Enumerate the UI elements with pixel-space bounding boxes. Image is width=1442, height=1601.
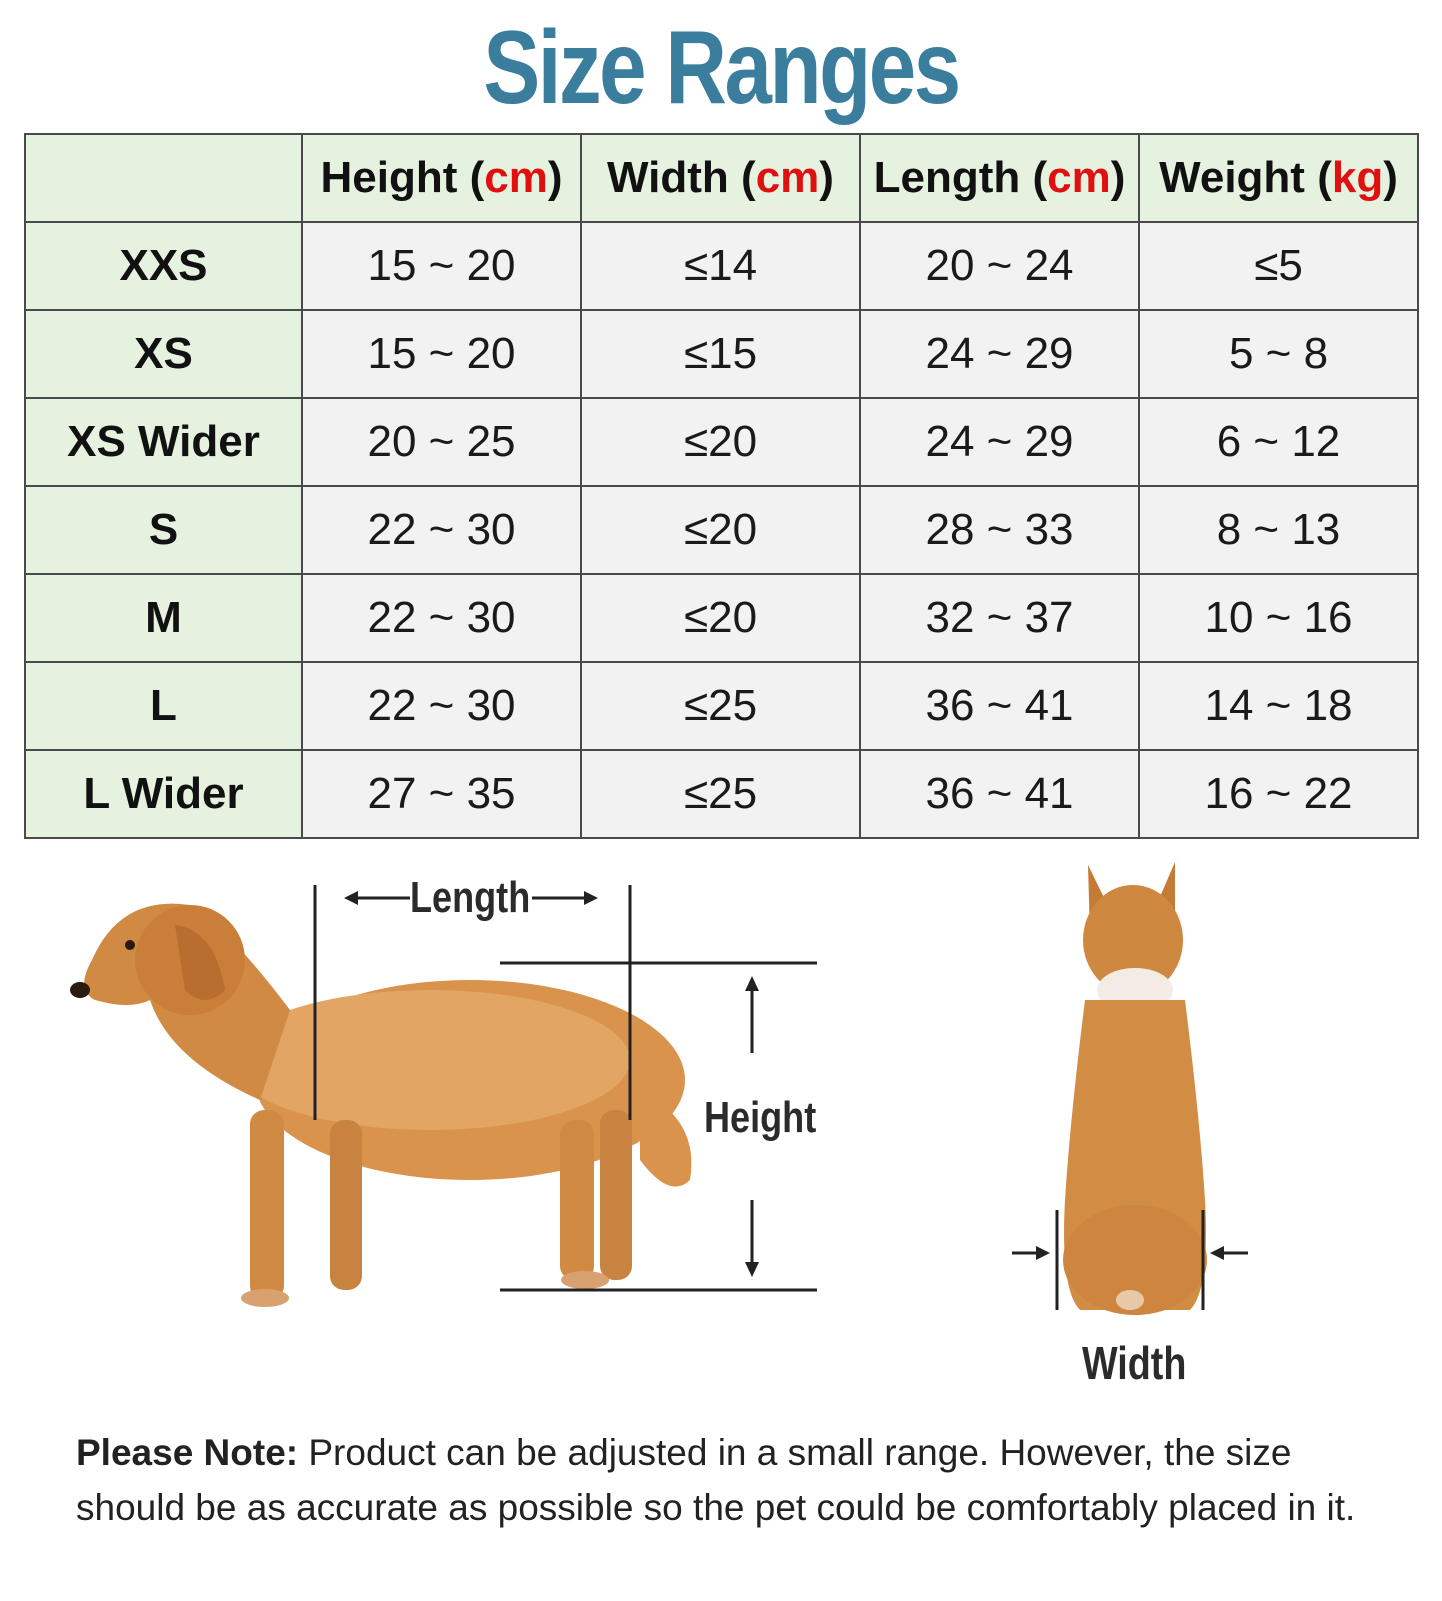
cell-height: 27 ~ 35 bbox=[302, 750, 581, 838]
cell-length: 24 ~ 29 bbox=[860, 398, 1139, 486]
cell-height: 22 ~ 30 bbox=[302, 486, 581, 574]
size-label: XS bbox=[25, 310, 302, 398]
cell-length: 24 ~ 29 bbox=[860, 310, 1139, 398]
cell-length: 36 ~ 41 bbox=[860, 750, 1139, 838]
cell-height: 15 ~ 20 bbox=[302, 310, 581, 398]
cell-weight: 8 ~ 13 bbox=[1139, 486, 1418, 574]
cell-length: 28 ~ 33 bbox=[860, 486, 1139, 574]
cell-height: 20 ~ 25 bbox=[302, 398, 581, 486]
please-note bbox=[76, 1425, 1396, 1535]
cell-weight: 16 ~ 22 bbox=[1139, 750, 1418, 838]
cell-height: 15 ~ 20 bbox=[302, 222, 581, 310]
size-label: XS Wider bbox=[25, 398, 302, 486]
cell-width: ≤14 bbox=[581, 222, 860, 310]
header-unit: cm bbox=[755, 153, 820, 202]
cell-height: 22 ~ 30 bbox=[302, 662, 581, 750]
cell-width: ≤25 bbox=[581, 750, 860, 838]
cell-length: 36 ~ 41 bbox=[860, 662, 1139, 750]
cell-weight: 6 ~ 12 bbox=[1139, 398, 1418, 486]
size-label: L bbox=[25, 662, 302, 750]
header-width: Width (cm) bbox=[581, 134, 860, 222]
size-label: XXS bbox=[25, 222, 302, 310]
cell-weight: 10 ~ 16 bbox=[1139, 574, 1418, 662]
header-height: Height (cm) bbox=[302, 134, 581, 222]
header-unit: kg bbox=[1331, 153, 1384, 202]
header-length: Length (cm) bbox=[860, 134, 1139, 222]
width-label: Width bbox=[1082, 1337, 1187, 1389]
note-lead: Please Note: bbox=[76, 1432, 299, 1473]
cell-width: ≤20 bbox=[581, 574, 860, 662]
page-title: Size Ranges bbox=[483, 10, 959, 126]
cell-length: 20 ~ 24 bbox=[860, 222, 1139, 310]
cell-length: 32 ~ 37 bbox=[860, 574, 1139, 662]
header-weight: Weight (kg) bbox=[1139, 134, 1418, 222]
cell-height: 22 ~ 30 bbox=[302, 574, 581, 662]
cell-width: ≤20 bbox=[581, 486, 860, 574]
cell-width: ≤15 bbox=[581, 310, 860, 398]
cell-width: ≤25 bbox=[581, 662, 860, 750]
cell-weight: 14 ~ 18 bbox=[1139, 662, 1418, 750]
header-unit: cm bbox=[1047, 153, 1111, 202]
size-label: L Wider bbox=[25, 750, 302, 838]
size-label: M bbox=[25, 574, 302, 662]
cell-width: ≤20 bbox=[581, 398, 860, 486]
note-text: Product can be adjusted in a small range. However, the size should be as accurate as possible so the pet could be comfortably placed in it. bbox=[76, 1432, 1356, 1528]
header-unit: cm bbox=[484, 153, 548, 202]
height-label: Height bbox=[704, 1093, 817, 1142]
cell-weight: 5 ~ 8 bbox=[1139, 310, 1418, 398]
rear-dog-illustration bbox=[1063, 862, 1207, 1315]
cell-weight: ≤5 bbox=[1139, 222, 1418, 310]
size-label: S bbox=[25, 486, 302, 574]
length-label: Length bbox=[410, 873, 531, 922]
